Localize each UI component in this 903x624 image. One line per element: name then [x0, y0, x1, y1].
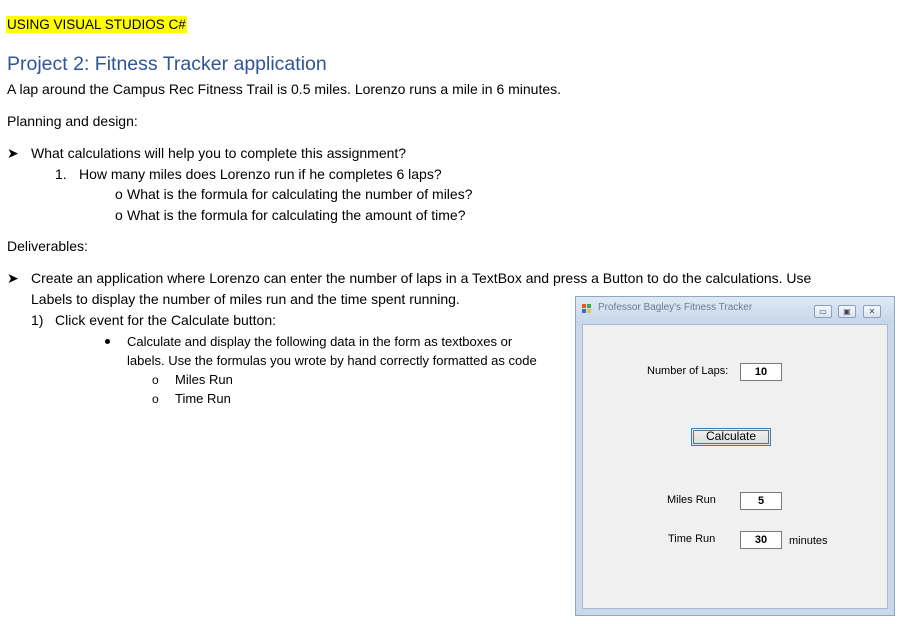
question-1-sub-a: What is the formula for calculating the number of miles? [127, 186, 473, 202]
deliverable-1-line-1: Create an application where Lorenzo can enter the number of laps in a TextBox and press a Button to do the calculations. Use [31, 270, 812, 286]
close-button[interactable]: ✕ [863, 305, 881, 318]
deliverable-bullet-line-2: labels. Use the formulas you wrote by hand correctly formatted as code [127, 353, 537, 368]
circle-bullet-icon: o [115, 186, 123, 202]
circle-bullet-icon: o [115, 207, 123, 223]
miles-run-textbox[interactable]: 5 [740, 492, 782, 510]
window-title: Professor Bagley's Fitness Tracker [598, 302, 753, 313]
miles-run-label: Miles Run [667, 494, 716, 506]
question-1: What calculations will help you to complete this assignment? [31, 145, 407, 161]
arrow-bullet-icon: ➤ [7, 145, 19, 161]
deliverable-1-sub: Click event for the Calculate button: [55, 312, 277, 328]
planning-heading: Planning and design: [7, 113, 138, 129]
window-titlebar[interactable] [576, 297, 894, 323]
time-run-textbox[interactable]: 30 [740, 531, 782, 549]
deliverables-heading: Deliverables: [7, 238, 88, 254]
question-1-number: 1. [55, 166, 67, 182]
circle-bullet-icon: o [152, 373, 159, 387]
laps-label: Number of Laps: [647, 365, 729, 377]
bullet-dot-icon [105, 339, 110, 344]
maximize-button[interactable]: ▣ [838, 305, 856, 318]
deliverable-bullet-line-1: Calculate and display the following data in the form as textboxes or [127, 334, 513, 349]
minutes-label: minutes [789, 535, 828, 547]
calculate-button[interactable]: Calculate [691, 428, 771, 446]
fitness-tracker-window [575, 296, 895, 616]
minimize-button[interactable]: ▭ [814, 305, 832, 318]
circle-bullet-icon: o [152, 392, 159, 406]
page-title: Project 2: Fitness Tracker application [7, 53, 327, 75]
item-miles-run: Miles Run [175, 372, 233, 387]
header-highlight: USING VISUAL STUDIOS C# [7, 17, 186, 32]
question-1-sub: How many miles does Lorenzo run if he completes 6 laps? [79, 166, 442, 182]
deliverable-1-number: 1) [31, 312, 44, 328]
question-1-sub-b: What is the formula for calculating the amount of time? [127, 207, 466, 223]
form-client-area [582, 324, 888, 609]
arrow-bullet-icon: ➤ [7, 270, 19, 286]
deliverable-1-line-2: Labels to display the number of miles run and the time spent running. [31, 291, 460, 307]
item-time-run: Time Run [175, 391, 231, 406]
laps-textbox[interactable]: 10 [740, 363, 782, 381]
app-icon [582, 304, 592, 313]
time-run-label: Time Run [668, 533, 716, 545]
intro-text: A lap around the Campus Rec Fitness Trail is 0.5 miles. Lorenzo runs a mile in 6 minutes. [7, 81, 562, 97]
